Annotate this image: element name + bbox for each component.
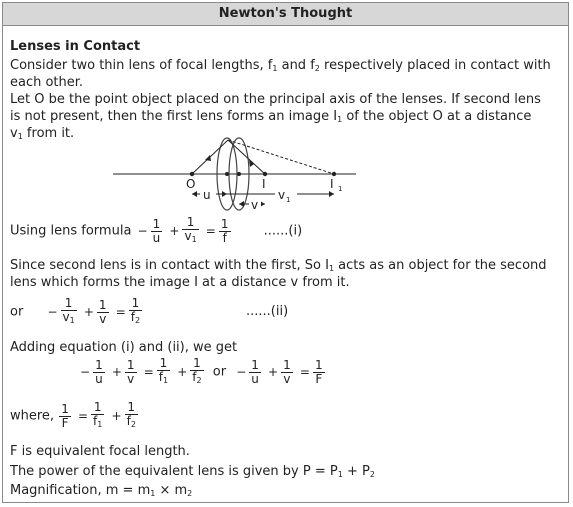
paragraph-3-line-1: Since second lens is in contact with the first, So $I_1$ acts as an object for the second: [10, 258, 547, 273]
paragraph-2-line-2: is not present, then the first lens forms an image $I_1$ of the object O at a distance: [10, 109, 532, 124]
adding-equations-text: Adding equation (i) and (ii), we get: [10, 340, 238, 355]
label-u: u: [203, 188, 211, 202]
label-i: I: [262, 177, 266, 191]
refracted-ray: [228, 140, 265, 174]
equivalent-focal-equation: where, $\frac{1}{F}$ = $\frac{1}{f_1}$ + $\frac{1}{f_2}$: [10, 400, 136, 430]
paragraph-2-line-3: $v_1$ from it.: [10, 126, 75, 141]
power-text: The power of the equivalent lens is given by $P = P_1 + P_2$: [10, 464, 375, 479]
equation-ii-tag: ......(ii): [246, 304, 289, 319]
u-arrow-right: [222, 191, 227, 197]
magnification-text: Magnification, $m = m_1 \times m_2$: [10, 483, 193, 498]
label-i1-sub: 1: [338, 185, 343, 193]
section-heading: Lenses in Contact: [10, 39, 141, 54]
paragraph-3-line-2: lens which forms the image I at a distance v from it.: [10, 275, 350, 290]
equation-sum: − $\frac{1}{u}$ + $\frac{1}{v}$ = $\frac{1}{f_1}$ + $\frac{1}{f_2}$ or − $\frac{1}{u}$ + $\frac{1}{v}$ = $\frac{1}{F}$: [80, 356, 323, 386]
paragraph-1-line-2: each other.: [10, 75, 84, 90]
label-i1: I: [330, 177, 334, 191]
u-arrow-left: [192, 191, 197, 197]
page-title: Newton's Thought: [3, 3, 568, 26]
image-point: [263, 172, 267, 176]
label-v1: v: [278, 188, 286, 202]
paragraph-1-line-1: Consider two thin lens of focal lengths, $f_1$ and $f_2$ respectively placed in contact with: [10, 58, 551, 73]
label-v1-sub: 1: [286, 196, 291, 204]
incident-ray-arrow: [205, 155, 211, 161]
label-v: v: [251, 198, 259, 212]
object-point: [190, 172, 194, 176]
label-o: O: [186, 177, 196, 191]
lens-center-1: [225, 172, 229, 176]
equation-ii: or − $\frac{1}{v_1}$ + $\frac{1}{v}$ = $\frac{1}{f_2}$: [10, 296, 141, 326]
dotted-ray: [228, 140, 334, 174]
image-point-i1: [332, 172, 336, 176]
v1-arrow-right: [329, 191, 334, 197]
lens-center-2: [237, 172, 241, 176]
lens-formula-equation: Using lens formula − $\frac{1}{u}$ + $\frac{1}{v_1}$ = $\frac{1}{f}$ ......(i): [10, 215, 303, 245]
paragraph-2-line-1: Let O be the point object placed on the principal axis of the lenses. If second lens: [10, 92, 541, 107]
equivalent-focal-length-text: F is equivalent focal length.: [10, 444, 190, 459]
v-arrow-left: [239, 201, 244, 207]
